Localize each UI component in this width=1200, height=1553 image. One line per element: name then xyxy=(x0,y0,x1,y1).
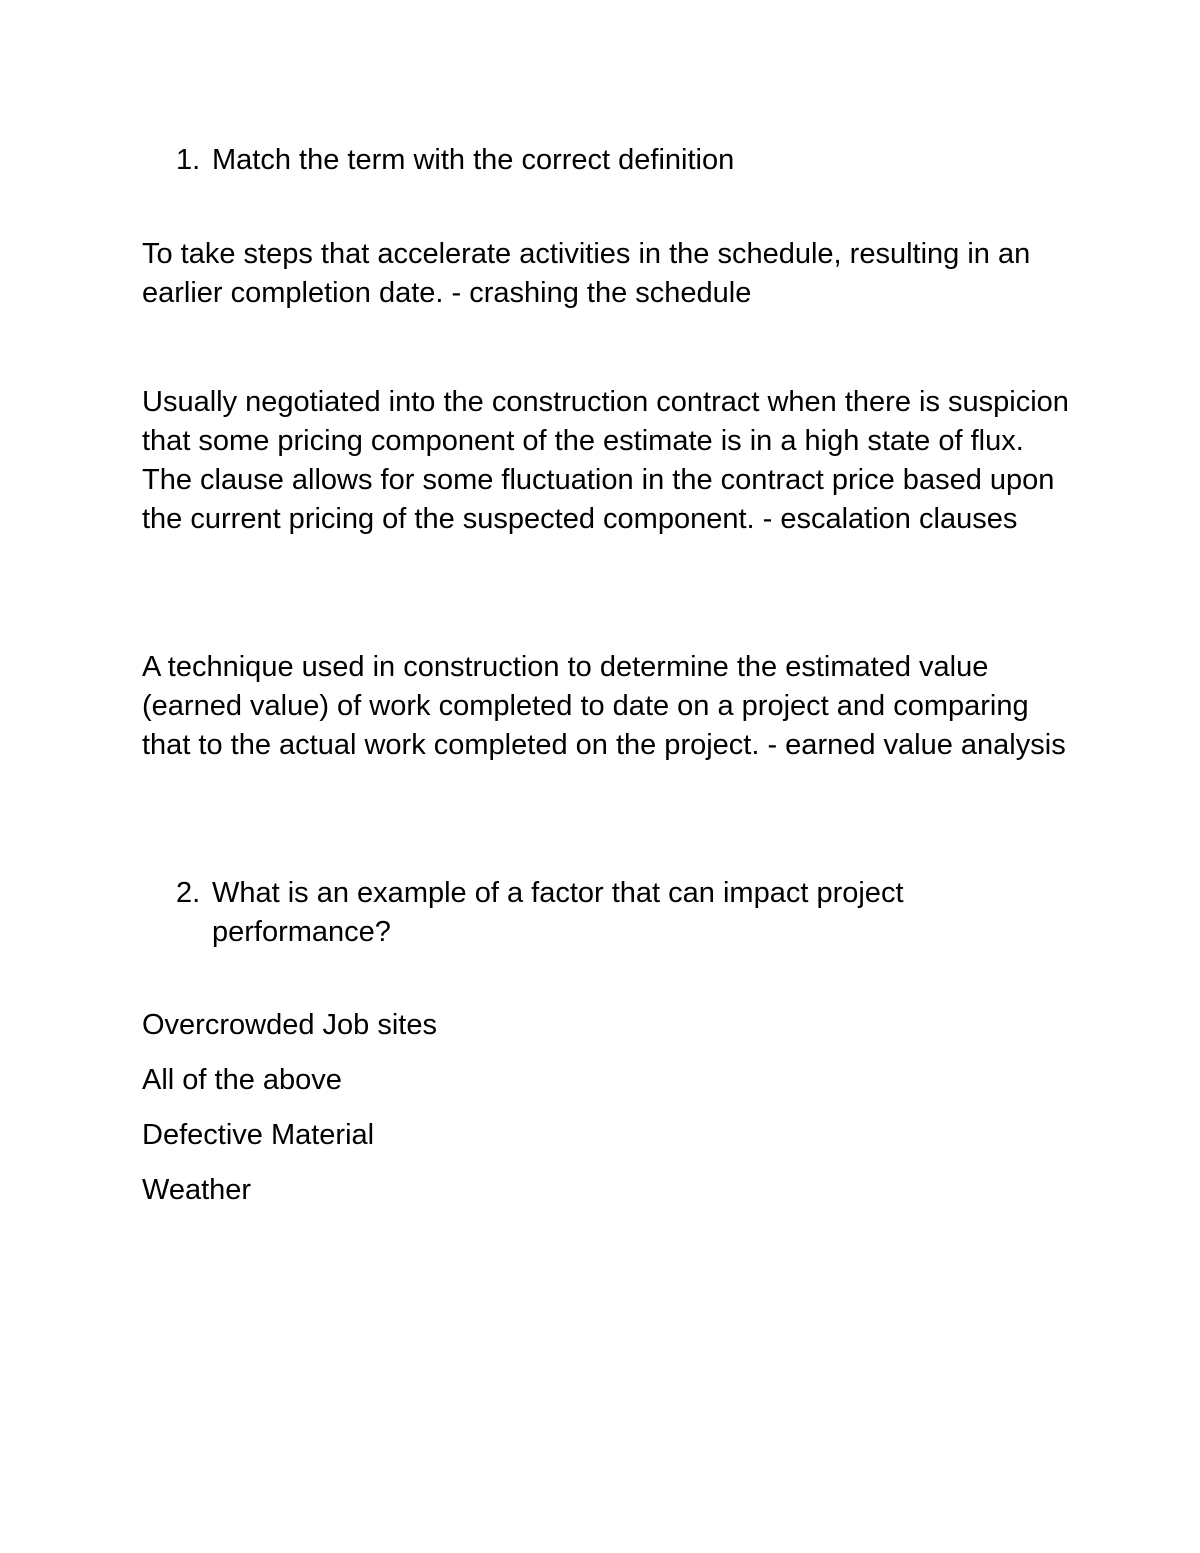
question-1-prompt: Match the term with the correct definition xyxy=(212,144,735,176)
definition-crashing-schedule: To take steps that accelerate activities in the schedule, resulting in an earlier completion date. - crashing the schedule xyxy=(142,238,1031,309)
answer-option: Weather xyxy=(142,1174,252,1206)
answer-option: Overcrowded Job sites xyxy=(142,1009,437,1041)
definition-escalation-clauses: Usually negotiated into the construction contract when there is suspicion that some pricing component of the estimate is in a high state of flux. The clause allows for some fluctuation in the contract price based upon the current pricing of the suspected component. - escalation clauses xyxy=(142,386,1069,535)
answer-option: All of the above xyxy=(142,1064,342,1096)
definition-earned-value-analysis: A technique used in construction to determine the estimated value (earned value) of work completed to date on a project and comparing that to the actual work completed on the project. - earned value analysis xyxy=(142,651,1066,761)
question-1 xyxy=(176,141,1072,180)
answer-options xyxy=(142,1006,437,1226)
question-1-number: 1. xyxy=(176,144,201,176)
answer-option: Defective Material xyxy=(142,1119,375,1151)
question-2-number: 2. xyxy=(176,877,201,909)
question-2 xyxy=(176,874,1072,952)
question-2-prompt: What is an example of a factor that can impact project performance? xyxy=(212,877,904,948)
